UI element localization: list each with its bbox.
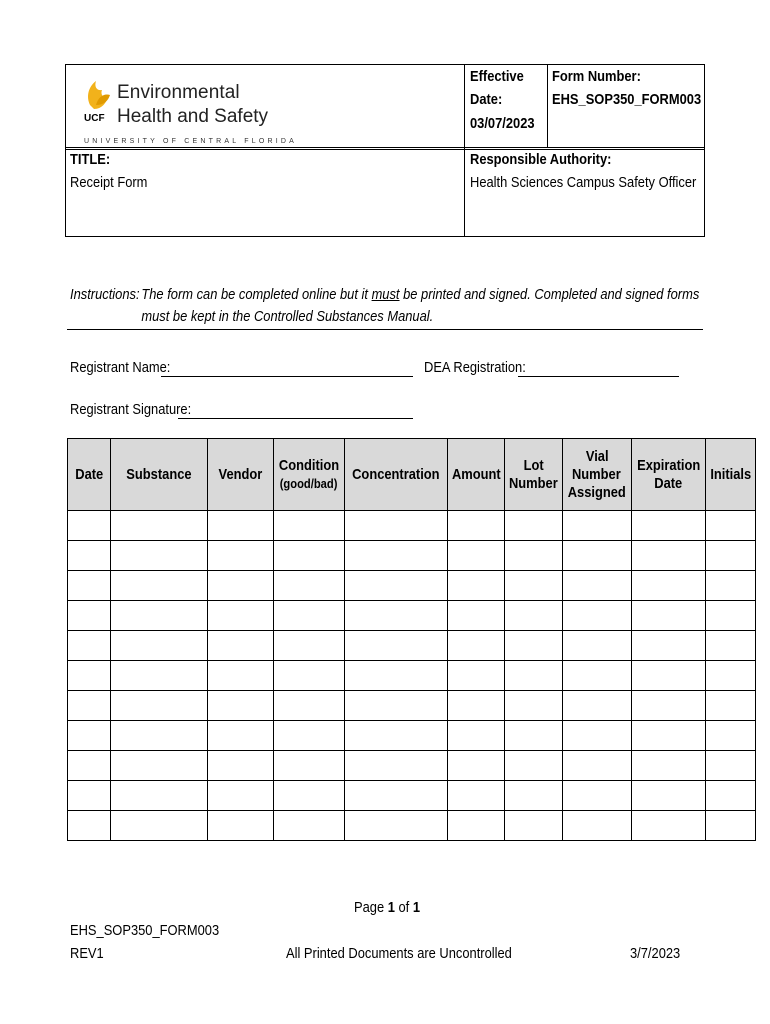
table-cell[interactable] xyxy=(208,661,274,691)
table-cell[interactable] xyxy=(111,571,208,601)
column-header-date: Date xyxy=(68,439,111,511)
table-cell[interactable] xyxy=(447,631,505,661)
table-cell[interactable] xyxy=(274,541,345,571)
page-number: Page 1 of 1 xyxy=(354,899,421,916)
table-cell[interactable] xyxy=(344,661,447,691)
table-cell[interactable] xyxy=(208,811,274,841)
table-row xyxy=(68,571,756,601)
table-cell[interactable] xyxy=(563,781,632,811)
table-cell[interactable] xyxy=(344,721,447,751)
table-cell[interactable] xyxy=(68,811,111,841)
table-cell[interactable] xyxy=(505,631,563,661)
table-cell[interactable] xyxy=(563,601,632,631)
responsible-authority-label: Responsible Authority: xyxy=(470,151,612,168)
org-name-line1: Environmental xyxy=(117,82,240,103)
table-cell[interactable] xyxy=(705,631,755,661)
table-cell[interactable] xyxy=(631,601,705,631)
table-row xyxy=(68,661,756,691)
table-cell[interactable] xyxy=(208,571,274,601)
form-number-value: EHS_SOP350_FORM003 xyxy=(552,91,702,108)
table-cell[interactable] xyxy=(505,721,563,751)
table-cell[interactable] xyxy=(344,541,447,571)
table-cell[interactable] xyxy=(208,781,274,811)
table-cell[interactable] xyxy=(631,631,705,661)
table-cell[interactable] xyxy=(208,541,274,571)
dea-registration-field[interactable] xyxy=(518,376,679,377)
table-cell[interactable] xyxy=(447,601,505,631)
table-cell[interactable] xyxy=(505,601,563,631)
table-cell[interactable] xyxy=(111,541,208,571)
table-cell[interactable] xyxy=(208,721,274,751)
org-name-line2: Health and Safety xyxy=(117,106,269,127)
table-cell[interactable] xyxy=(631,661,705,691)
table-cell[interactable] xyxy=(68,511,111,541)
table-cell[interactable] xyxy=(208,691,274,721)
footer-doc-id: EHS_SOP350_FORM003 xyxy=(70,922,220,939)
title-value: Receipt Form xyxy=(70,174,148,191)
table-cell[interactable] xyxy=(274,661,345,691)
table-cell[interactable] xyxy=(274,601,345,631)
emphasis-must: must xyxy=(371,286,400,303)
table-cell[interactable] xyxy=(208,751,274,781)
table-cell[interactable] xyxy=(563,661,632,691)
table-cell[interactable] xyxy=(68,601,111,631)
table-cell[interactable] xyxy=(705,571,755,601)
table-cell[interactable] xyxy=(631,811,705,841)
table-cell[interactable] xyxy=(505,511,563,541)
table-row xyxy=(68,511,756,541)
column-header-initials: Initials xyxy=(705,439,755,511)
table-cell[interactable] xyxy=(447,661,505,691)
table-cell[interactable] xyxy=(68,751,111,781)
form-number-label: Form Number: xyxy=(552,68,641,85)
ucf-pegasus-icon xyxy=(82,75,118,125)
table-cell[interactable] xyxy=(274,781,345,811)
table-cell[interactable] xyxy=(447,751,505,781)
table-cell[interactable] xyxy=(208,511,274,541)
registrant-name-field[interactable] xyxy=(161,376,413,377)
table-cell[interactable] xyxy=(111,751,208,781)
footer-revision: REV1 xyxy=(70,945,104,962)
table-cell[interactable] xyxy=(68,571,111,601)
dea-registration-label: DEA Registration: xyxy=(424,359,526,376)
table-cell[interactable] xyxy=(447,721,505,751)
table-cell[interactable] xyxy=(274,751,345,781)
table-cell[interactable] xyxy=(447,691,505,721)
table-cell[interactable] xyxy=(111,781,208,811)
table-row xyxy=(68,781,756,811)
table-row xyxy=(68,601,756,631)
column-header-expiration-date: Expiration Date xyxy=(631,439,705,511)
instructions-text: The form can be completed online but it must be printed and signed. Completed and signed forms must be kept in the Controlled Substances Manual. xyxy=(141,286,700,325)
table-cell[interactable] xyxy=(111,631,208,661)
registrant-signature-label: Registrant Signature: xyxy=(70,401,192,418)
table-cell[interactable] xyxy=(208,631,274,661)
column-header-lot-number: Lot Number xyxy=(505,439,563,511)
table-cell[interactable] xyxy=(563,541,632,571)
header-divider xyxy=(547,65,548,147)
table-cell[interactable] xyxy=(563,721,632,751)
table-cell[interactable] xyxy=(563,571,632,601)
table-row xyxy=(68,631,756,661)
table-cell[interactable] xyxy=(505,661,563,691)
document-header xyxy=(65,64,705,237)
table-cell[interactable] xyxy=(563,511,632,541)
table-cell[interactable] xyxy=(631,751,705,781)
table-cell[interactable] xyxy=(111,661,208,691)
table-cell[interactable] xyxy=(274,691,345,721)
table-cell[interactable] xyxy=(344,751,447,781)
header-divider xyxy=(464,65,465,237)
table-cell[interactable] xyxy=(274,811,345,841)
table-cell[interactable] xyxy=(705,721,755,751)
table-cell[interactable] xyxy=(563,811,632,841)
table-cell[interactable] xyxy=(274,721,345,751)
table-cell[interactable] xyxy=(505,751,563,781)
table-row xyxy=(68,721,756,751)
table-cell[interactable] xyxy=(274,631,345,661)
column-header-substance: Substance xyxy=(111,439,208,511)
svg-text:UCF: UCF xyxy=(84,113,105,124)
table-cell[interactable] xyxy=(563,691,632,721)
column-header-vendor: Vendor xyxy=(208,439,274,511)
table-cell[interactable] xyxy=(68,691,111,721)
table-cell[interactable] xyxy=(447,781,505,811)
footer-date: 3/7/2023 xyxy=(630,945,681,962)
table-cell[interactable] xyxy=(705,541,755,571)
table-cell[interactable] xyxy=(631,691,705,721)
table-cell[interactable] xyxy=(505,781,563,811)
table-cell[interactable] xyxy=(111,691,208,721)
table-cell[interactable] xyxy=(563,631,632,661)
table-cell[interactable] xyxy=(563,751,632,781)
column-header-amount: Amount xyxy=(447,439,505,511)
table-cell[interactable] xyxy=(631,541,705,571)
table-cell[interactable] xyxy=(705,751,755,781)
table-cell[interactable] xyxy=(68,721,111,751)
university-name: UNIVERSITY OF CENTRAL FLORIDA xyxy=(84,138,297,145)
table-header-row xyxy=(68,439,756,511)
column-header-condition: Condition (good/bad) xyxy=(274,439,345,511)
table-cell[interactable] xyxy=(344,631,447,661)
effective-date-label-1: Effective xyxy=(470,68,524,85)
table-cell[interactable] xyxy=(505,811,563,841)
table-cell[interactable] xyxy=(111,511,208,541)
table-cell[interactable] xyxy=(274,511,345,541)
header-divider xyxy=(66,147,705,148)
table-cell[interactable] xyxy=(68,631,111,661)
table-cell[interactable] xyxy=(68,781,111,811)
table-cell[interactable] xyxy=(344,811,447,841)
ehs-logo xyxy=(80,71,440,143)
effective-date-label-2: Date: xyxy=(470,91,503,108)
table-cell[interactable] xyxy=(68,541,111,571)
table-cell[interactable] xyxy=(505,571,563,601)
table-cell[interactable] xyxy=(631,571,705,601)
effective-date-value: 03/07/2023 xyxy=(470,115,535,132)
table-cell[interactable] xyxy=(705,601,755,631)
table-cell[interactable] xyxy=(344,601,447,631)
table-cell[interactable] xyxy=(344,781,447,811)
table-cell[interactable] xyxy=(705,811,755,841)
table-cell[interactable] xyxy=(705,691,755,721)
table-cell[interactable] xyxy=(344,511,447,541)
receipt-log-table xyxy=(67,438,756,841)
table-cell[interactable] xyxy=(631,781,705,811)
table-row xyxy=(68,751,756,781)
table-cell[interactable] xyxy=(705,781,755,811)
table-cell[interactable] xyxy=(505,691,563,721)
instructions-label: Instructions: xyxy=(70,286,140,303)
table-cell[interactable] xyxy=(68,661,111,691)
registrant-signature-field[interactable] xyxy=(178,418,413,419)
table-cell[interactable] xyxy=(705,511,755,541)
footer-notice: All Printed Documents are Uncontrolled xyxy=(286,945,512,962)
column-header-vial-number-assigned: Vial Number Assigned xyxy=(563,439,632,511)
table-cell[interactable] xyxy=(208,601,274,631)
table-cell[interactable] xyxy=(111,721,208,751)
table-cell[interactable] xyxy=(447,511,505,541)
table-cell[interactable] xyxy=(447,541,505,571)
table-cell[interactable] xyxy=(274,571,345,601)
table-row xyxy=(68,541,756,571)
table-cell[interactable] xyxy=(505,541,563,571)
column-header-concentration: Concentration xyxy=(344,439,447,511)
registrant-name-label: Registrant Name: xyxy=(70,359,171,376)
table-cell[interactable] xyxy=(111,601,208,631)
table-body xyxy=(68,511,756,841)
table-cell[interactable] xyxy=(447,811,505,841)
table-cell[interactable] xyxy=(344,691,447,721)
table-row xyxy=(68,691,756,721)
title-label: TITLE: xyxy=(70,151,111,168)
header-divider xyxy=(66,149,705,150)
table-cell[interactable] xyxy=(631,511,705,541)
instructions-rule xyxy=(67,329,703,330)
table-cell[interactable] xyxy=(631,721,705,751)
table-row xyxy=(68,811,756,841)
table-cell[interactable] xyxy=(344,571,447,601)
table-cell[interactable] xyxy=(447,571,505,601)
responsible-authority-value: Health Sciences Campus Safety Officer xyxy=(470,174,697,191)
table-cell[interactable] xyxy=(111,811,208,841)
table-cell[interactable] xyxy=(705,661,755,691)
